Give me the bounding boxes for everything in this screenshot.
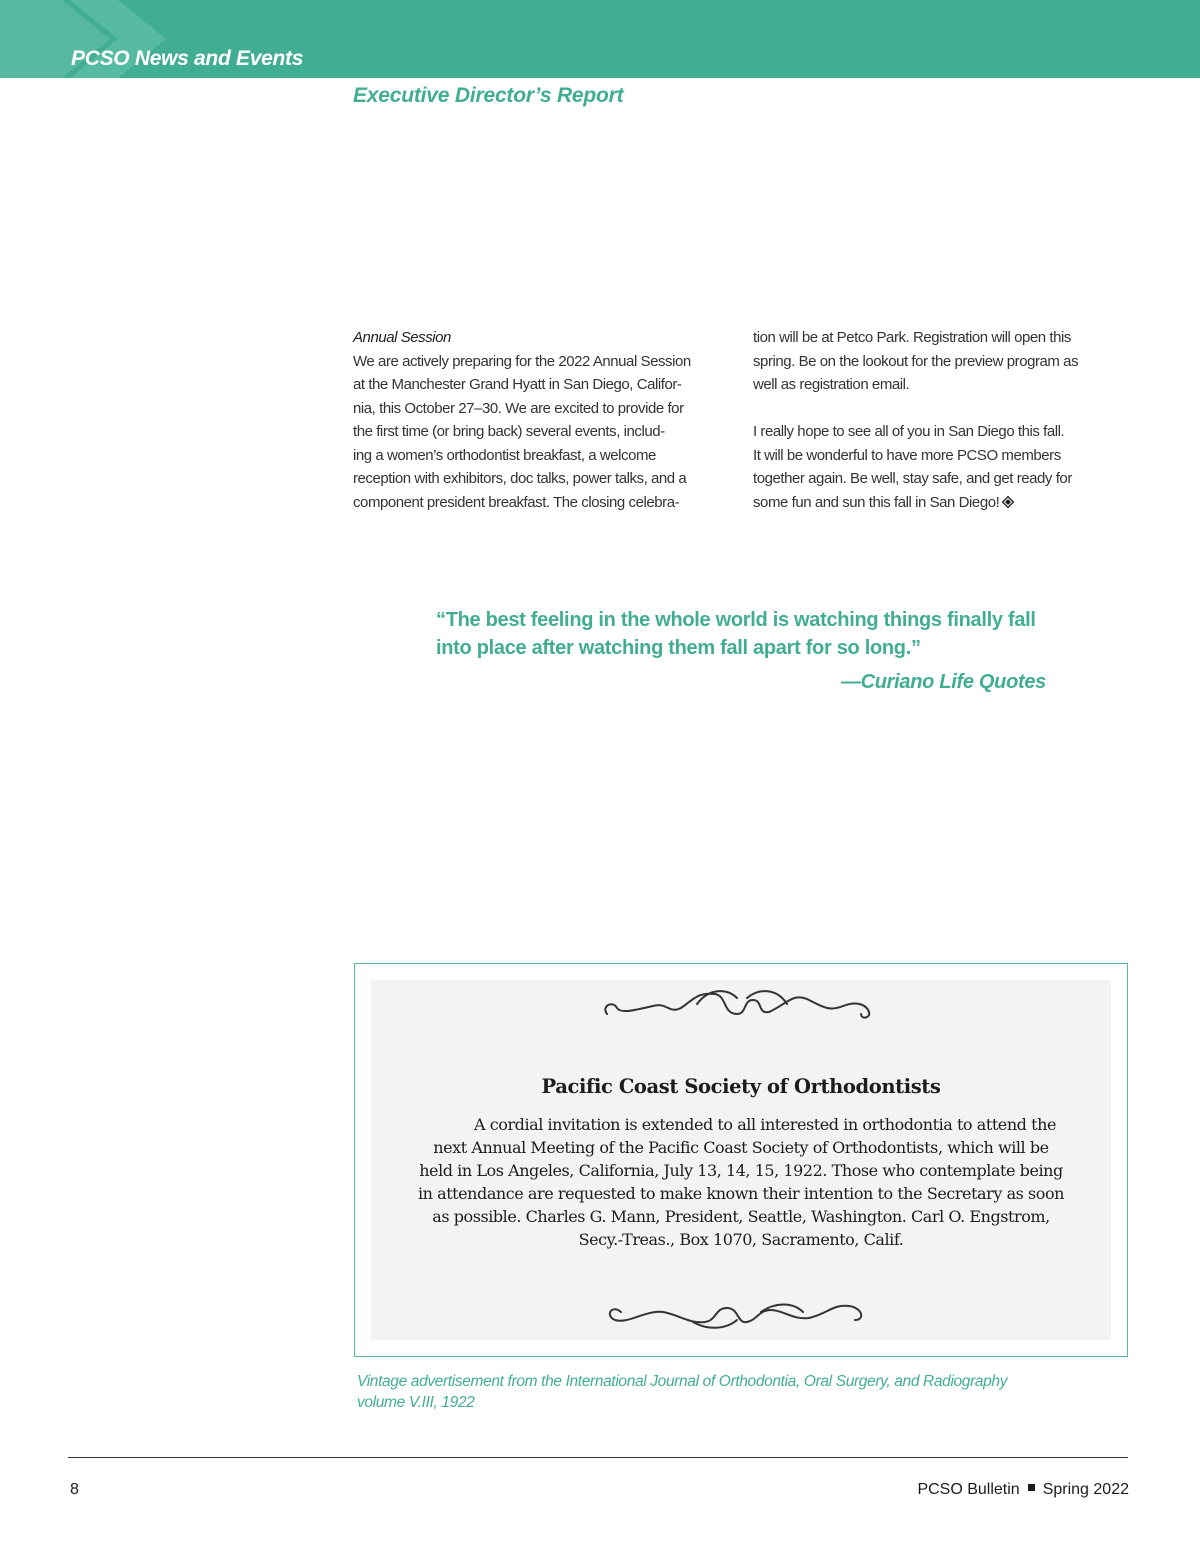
advertisement-line: as possible. Charles G. Mann, President, Seattle, Washington. Carl O. Engstrom, <box>432 1207 1050 1226</box>
advertisement-line: held in Los Angeles, California, July 13, 14, 15, 1922. Those who contemplate being <box>419 1161 1063 1180</box>
advertisement-line: next Annual Meeting of the Pacific Coast Society of Orthodontists, which will be <box>433 1138 1049 1157</box>
header-band <box>0 0 1200 78</box>
pull-quote <box>436 606 1076 662</box>
body-line: ing a women’s orthodontist breakfast, a welcome <box>353 446 656 464</box>
body-line-text: some fun and sun this fall in San Diego! <box>753 493 1000 511</box>
body-line: We are actively preparing for the 2022 Annual Session <box>353 352 691 370</box>
scroll-flourish-icon <box>597 984 887 1030</box>
vintage-advertisement <box>354 963 1128 1357</box>
diamond-end-mark-icon <box>1002 496 1014 508</box>
issue-name: Spring 2022 <box>1042 1481 1129 1498</box>
advertisement-line: in attendance are requested to make known their intention to the Secretary as soon <box>417 1184 1065 1203</box>
subhead-annual-session: Annual Session <box>353 329 451 346</box>
publication-name: PCSO Bulletin <box>917 1481 1020 1498</box>
quote-line: “The best feeling in the whole world is watching things finally fall <box>436 609 1036 631</box>
footer-publication-info <box>917 1481 1129 1499</box>
body-line: at the Manchester Grand Hyatt in San Diego, Califor- <box>353 376 682 393</box>
quote-attribution: —Curiano Life Quotes <box>840 671 1046 693</box>
body-line-last <box>753 491 1133 515</box>
body-line: spring. Be on the lookout for the preview program as <box>753 352 1079 370</box>
body-line: the first time (or bring back) several events, includ- <box>353 423 665 440</box>
caption-line: Vintage advertisement from the International Journal of Orthodontia, Oral Surgery, and Radiography <box>357 1373 1008 1390</box>
page-number: 8 <box>70 1481 79 1498</box>
article-column-left <box>353 326 731 514</box>
advertisement-line: A cordial invitation is extended to all interested in orthodontia to attend the <box>474 1115 1056 1134</box>
body-line: It will be wonderful to have more PCSO members <box>753 446 1061 464</box>
paragraph-spacer <box>753 397 1133 421</box>
body-line: together again. Be well, stay safe, and get ready for <box>753 470 1072 487</box>
caption-line: volume V.III, 1922 <box>357 1394 475 1411</box>
advertisement-body <box>371 1113 1111 1251</box>
advertisement-line: Secy.-Treas., Box 1070, Sacramento, Calif. <box>578 1230 904 1249</box>
advertisement-caption <box>357 1371 1137 1413</box>
body-line: tion will be at Petco Park. Registration will open this <box>753 329 1071 346</box>
footer-rule <box>68 1457 1128 1458</box>
advertisement-title: Pacific Coast Society of Orthodontists <box>541 1075 941 1098</box>
body-line: well as registration email. <box>753 376 910 393</box>
section-label: PCSO News and Events <box>71 47 304 70</box>
quote-line: into place after watching them fall apart for so long.” <box>436 637 921 659</box>
body-line: I really hope to see all of you in San Diego this fall. <box>753 423 1065 440</box>
square-separator-icon <box>1028 1484 1035 1491</box>
scroll-flourish-icon <box>597 1294 887 1334</box>
report-title: Executive Director’s Report <box>353 84 624 107</box>
body-line: nia, this October 27–30. We are excited to provide for <box>353 399 684 417</box>
body-line: reception with exhibitors, doc talks, power talks, and a <box>353 470 687 487</box>
advertisement-scan <box>371 980 1111 1340</box>
body-line: component president breakfast. The closing celebra- <box>353 493 680 511</box>
article-column-right <box>753 326 1133 514</box>
